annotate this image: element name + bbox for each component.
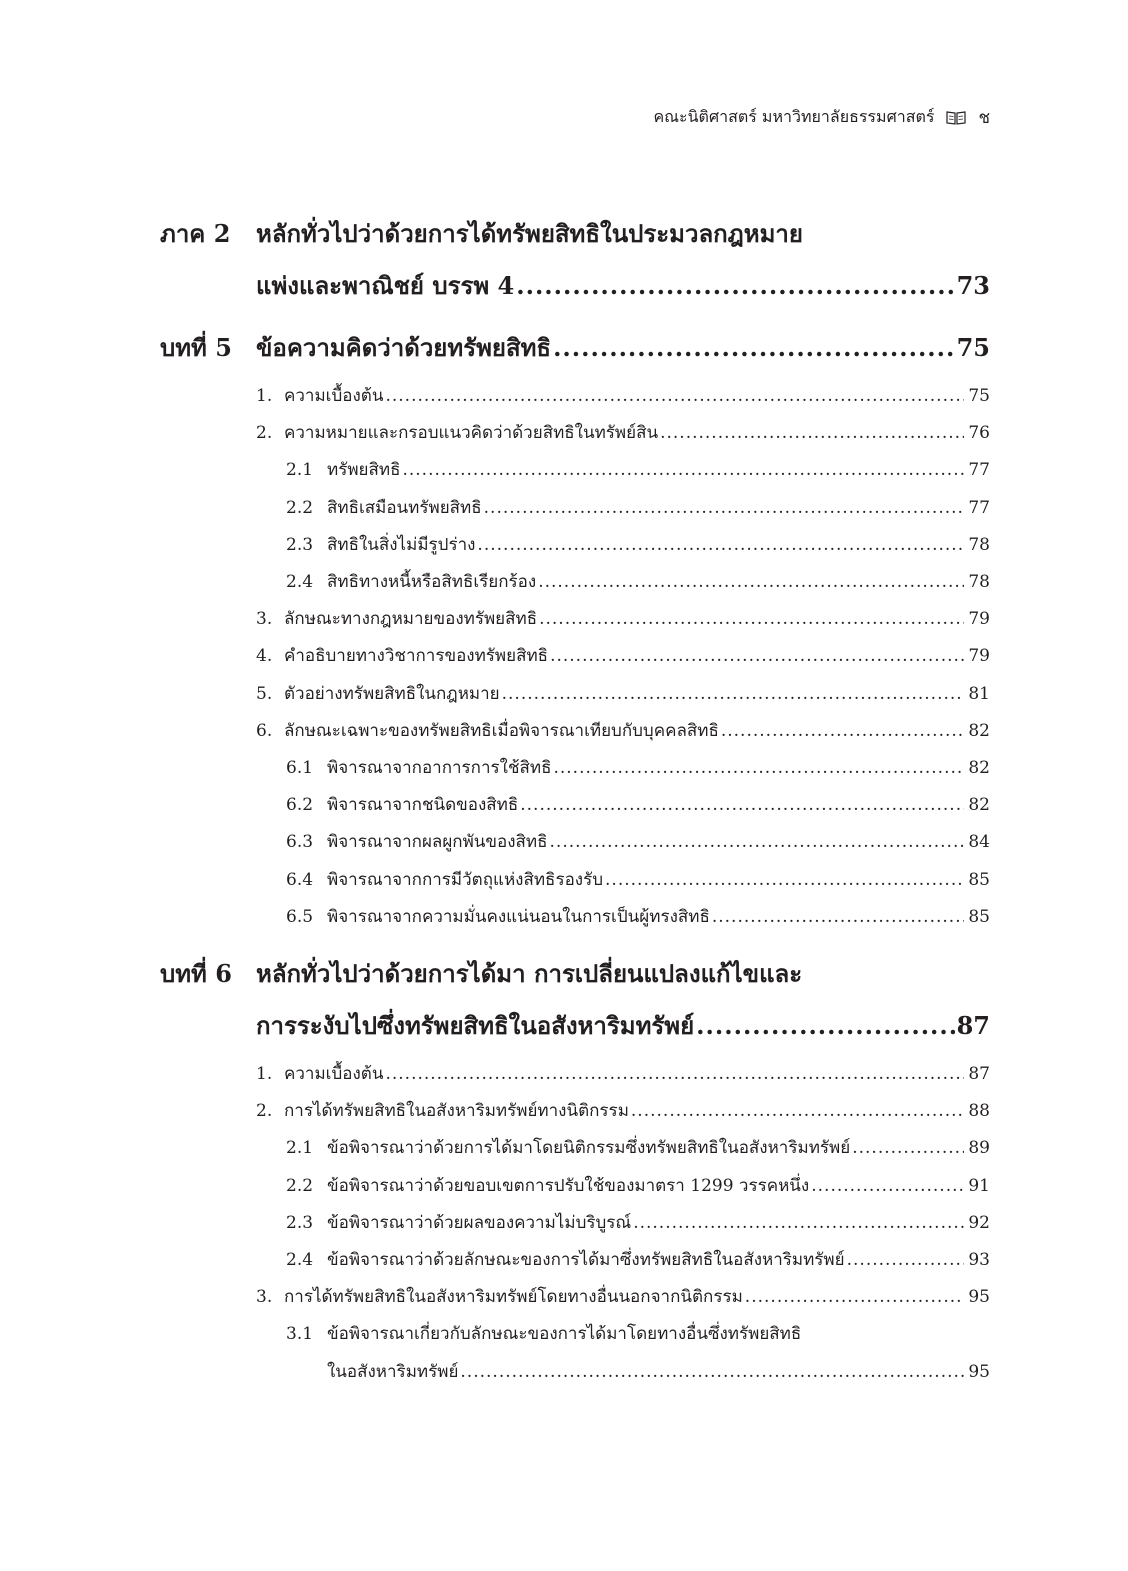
dot-leader [385,378,964,415]
dot-leader [721,713,964,750]
toc-subentry: 3.1 ข้อพิจารณาเกี่ยวกับลักษณะของการได้มาโดยทางอื่นซึ่งทรัพยสิทธิ [286,1324,802,1345]
toc-chapter-5 [160,322,990,374]
dot-leader [712,899,964,936]
toc-subentry: 6.5 พิจารณาจากความมั่นคงแน่นอนในการเป็นผู้ทรงสิทธิ ..... 85 [286,899,990,936]
dot-leader [605,862,964,899]
chapter-label: บทที่ 6 [160,959,232,989]
dot-leader [553,750,964,787]
toc-subentry: 6.2 พิจารณาจากชนิดของสิทธิ ..... 82 [286,787,990,824]
toc-subentry: 2.3 ข้อพิจารณาว่าด้วยผลของความไม่บริบูรณ์ ..... 92 [286,1205,990,1242]
part-title-line-1: หลักทั่วไปว่าด้วยการได้ทรัพยสิทธิในประมวลกฎหมาย [256,219,803,248]
chapter-page: 75 [956,333,990,362]
toc-part-2 [160,208,990,312]
dot-leader [696,1000,954,1052]
toc-entry: 4. คำอธิบายทางวิชาการของทรัพยสิทธิ ..... 79 [256,638,990,675]
toc-subentry: 6.4 พิจารณาจากการมีวัตถุแห่งสิทธิรองรับ ..... 85 [286,862,990,899]
dot-leader [520,787,964,824]
part-title-line-2: แพ่งและพาณิชย์ บรรพ 4 ..... 73 [256,260,990,312]
dot-leader [745,1279,964,1316]
chapter-title-line-2: การระงับไปซึ่งทรัพยสิทธิในอสังหาริมทรัพย์ ..... 87 [256,1000,990,1052]
dot-leader [385,1056,964,1093]
dot-leader [811,1168,964,1205]
chapter-title: ข้อความคิดว่าด้วยทรัพยสิทธิ ..... 75 [256,322,990,374]
table-of-contents [160,208,990,1391]
chapter-title-line-1: หลักทั่วไปว่าด้วยการได้มา การเปลี่ยนแปลงแก้ไขและ [256,959,803,989]
toc-entry: 3. การได้ทรัพยสิทธิในอสังหาริมทรัพย์โดยทางอื่นนอกจากนิติกรรม ..... 95 [256,1279,990,1316]
toc-entry: 1. ความเบื้องต้น ..... 87 [256,1056,990,1093]
dot-leader [477,527,964,564]
chapter-6-entries [160,1056,990,1391]
toc-entry: 2. ความหมายและกรอบแนวคิดว่าด้วยสิทธิในทรัพย์สิน ..... 76 [256,415,990,452]
dot-leader [484,490,964,527]
dot-leader [631,1093,964,1130]
dot-leader [550,638,964,675]
page-number: ช [978,108,990,128]
toc-entry: 2. การได้ทรัพยสิทธิในอสังหาริมทรัพย์ทางนิติกรรม ..... 88 [256,1093,990,1130]
chapter-label: บทที่ 5 [160,333,232,362]
chapter-5-entries [160,378,990,936]
toc-subentry: 2.2 สิทธิเสมือนทรัพยสิทธิ ..... 77 [286,490,990,527]
dot-leader [852,1130,964,1167]
part-page: 73 [956,271,990,300]
dot-leader [516,260,954,312]
running-header [653,104,990,131]
dot-leader [539,601,964,638]
toc-subentry-continuation: ในอสังหาริมทรัพย์ ..... 95 [327,1354,990,1391]
toc-entry: 5. ตัวอย่างทรัพยสิทธิในกฎหมาย ..... 81 [256,676,990,713]
running-title: คณะนิติศาสตร์ มหาวิทยาลัยธรรมศาสตร์ [653,107,935,126]
toc-entry: 3. ลักษณะทางกฎหมายของทรัพยสิทธิ ..... 79 [256,601,990,638]
toc-subentry: 6.3 พิจารณาจากผลผูกพันของสิทธิ ..... 84 [286,824,990,861]
toc-subentry: 2.2 ข้อพิจารณาว่าด้วยขอบเขตการปรับใช้ของมาตรา 1299 วรรคหนึ่ง ..... 91 [286,1168,990,1205]
dot-leader [660,415,964,452]
toc-entry: 6. ลักษณะเฉพาะของทรัพยสิทธิเมื่อพิจารณาเทียบกับบุคคลสิทธิ ..... 82 [256,713,990,750]
dot-leader [502,676,964,713]
dot-leader [550,824,964,861]
toc-subentry: 2.3 สิทธิในสิ่งไม่มีรูปร่าง ..... 78 [286,527,990,564]
dot-leader [402,452,964,489]
toc-subentry: 2.1 ทรัพยสิทธิ ..... 77 [286,452,990,489]
part-label: ภาค 2 [160,219,231,248]
toc-entry: 1. ความเบื้องต้น ..... 75 [256,378,990,415]
dot-leader [553,322,955,374]
dot-leader [538,564,964,601]
toc-subentry: 6.1 พิจารณาจากอาการการใช้สิทธิ ..... 82 [286,750,990,787]
dot-leader [633,1205,964,1242]
toc-subentry: 2.1 ข้อพิจารณาว่าด้วยการได้มาโดยนิติกรรมซึ่งทรัพยสิทธิในอสังหาริมทรัพย์ ..... 89 [286,1130,990,1167]
dot-leader [847,1242,964,1279]
toc-subentry: 2.4 ข้อพิจารณาว่าด้วยลักษณะของการได้มาซึ่งทรัพยสิทธิในอสังหาริมทรัพย์ ..... 93 [286,1242,990,1279]
open-book-icon [946,110,966,126]
toc-chapter-6 [160,948,990,1052]
toc-subentry: 2.4 สิทธิทางหนี้หรือสิทธิเรียกร้อง ..... 78 [286,564,990,601]
chapter-page: 87 [956,1011,990,1041]
dot-leader [460,1354,964,1391]
